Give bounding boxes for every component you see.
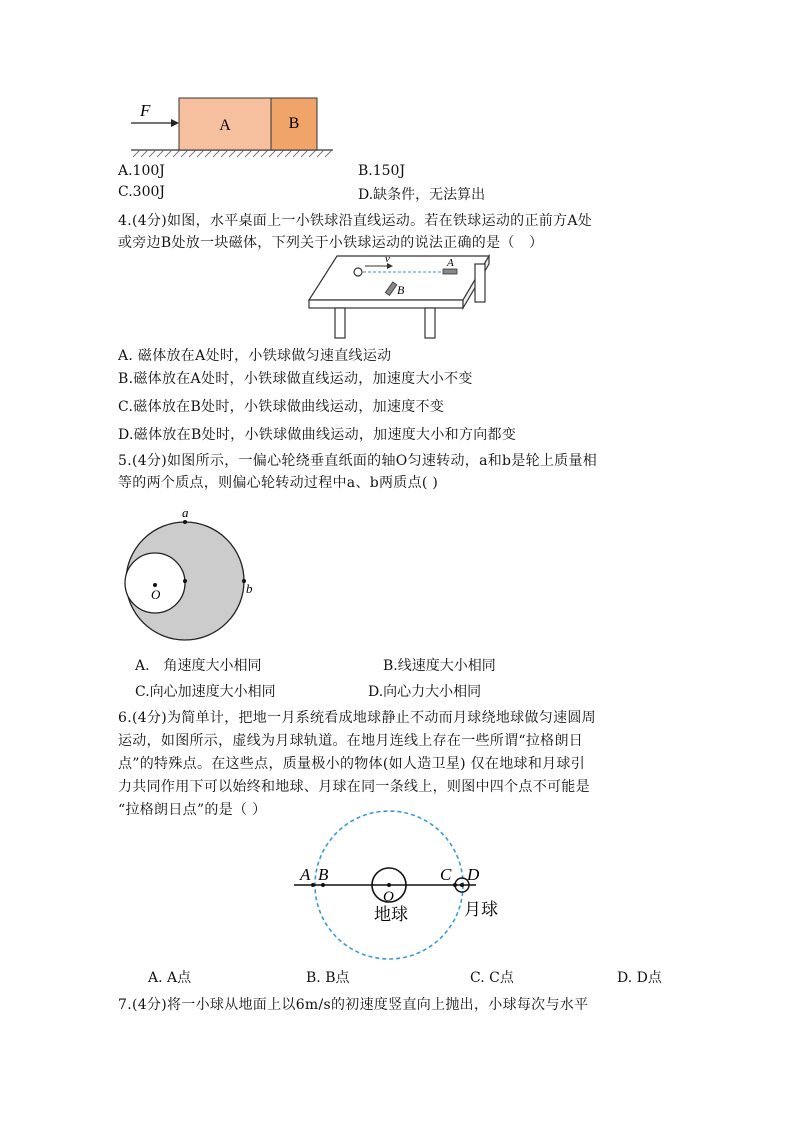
q4-leg-back-right xyxy=(475,264,485,302)
q4-point-a-label: A xyxy=(447,257,454,269)
q5-option-a: A. 角速度大小相同 xyxy=(135,658,262,674)
q6-point-c-label: C xyxy=(440,865,452,884)
q4-stem-line1: 4.(4分)如图，水平桌面上一小铁球沿直线运动。若在铁球运动的正前方A处 xyxy=(118,213,593,229)
q3-option-b: B.150J xyxy=(358,163,406,179)
q5-axis-label: O xyxy=(151,587,161,602)
q4-leg-front-right xyxy=(425,308,435,338)
q5-eccentric-wheel-figure xyxy=(118,505,268,655)
q5-stem-line2: 等的两个质点，则偏心轮转动过程中a、b两质点( ) xyxy=(118,475,439,491)
q5-point-mid-dot xyxy=(183,579,187,583)
q5-point-b-label: b xyxy=(246,581,253,596)
q4-option-c: C.磁体放在B处时，小铁球做曲线运动，加速度不变 xyxy=(118,399,445,415)
q6-earth-moon-figure xyxy=(290,812,530,972)
q5-option-b: B.线速度大小相同 xyxy=(383,658,496,674)
q4-velocity-label: v xyxy=(385,253,390,265)
q5-option-c: C.向心加速度大小相同 xyxy=(135,684,276,700)
q6-stem-line5: “拉格朗日点”的是（ ） xyxy=(118,802,267,818)
q3-force-label: F xyxy=(140,101,151,120)
q6-stem-line2: 运动，如图所示，虚线为月球轨道。在地月连线上存在一些所谓“拉格朗日 xyxy=(118,733,584,749)
q4-point-b-label: B xyxy=(397,283,405,297)
q5-point-a-label: a xyxy=(182,505,189,520)
q4-leg-front-left xyxy=(335,308,345,338)
q6-option-b: B. B点 xyxy=(306,970,350,986)
q4-magnet-a xyxy=(443,269,457,274)
q3-blocks-figure xyxy=(128,95,348,165)
q6-point-a-label: A xyxy=(300,865,311,884)
q5-stem-line1: 5.(4分)如图所示，一偏心轮绕垂直纸面的轴O匀速转动，a和b是轮上质量相 xyxy=(118,453,598,469)
q5-option-d: D.向心力大小相同 xyxy=(368,684,482,700)
q3-option-c: C.300J xyxy=(118,184,165,200)
q3-block-b-label: B xyxy=(288,115,300,132)
q5-point-a-dot xyxy=(183,520,187,524)
q3-option-a: A.100J xyxy=(118,163,165,179)
q6-point-d-label: D xyxy=(467,865,480,884)
q4-iron-ball xyxy=(354,268,362,276)
q6-earth-label: 地球 xyxy=(374,905,408,924)
q3-block-a-label: A xyxy=(219,117,231,134)
q6-moon-label: 月球 xyxy=(464,900,498,919)
q6-option-d: D. D点 xyxy=(617,970,662,986)
q6-stem-line3: 点”的特殊点。在这些点，质量极小的物体(如人造卫星) 仅在地球和月球引 xyxy=(118,756,586,772)
q7-stem-line1: 7.(4分)将一小球从地面上以6m/s的初速度竖直向上抛出，小球每次与水平 xyxy=(118,997,589,1013)
q4-table-edge xyxy=(309,300,463,308)
q4-stem-line2: 或旁边B处放一块磁体，下列关于小铁球运动的说法正确的是（ ） xyxy=(118,235,544,251)
q6-center-dot xyxy=(387,883,391,887)
q6-point-c-dot xyxy=(453,883,457,887)
q4-option-b: B.磁体放在A处时，小铁球做直线运动，加速度大小不变 xyxy=(118,371,473,387)
q4-table-figure xyxy=(305,252,495,342)
q6-stem-line1: 6.(4分)为简单计，把地一月系统看成地球静止不动而月球绕地球做匀速圆周 xyxy=(118,710,596,726)
q6-option-a: A. A点 xyxy=(148,970,192,986)
q6-option-c: C. C点 xyxy=(470,970,514,986)
q6-stem-line4: 力共同作用下可以始终和地球、月球在同一条线上，则图中四个点不可能是 xyxy=(118,779,590,795)
q6-point-b-label: B xyxy=(318,865,329,884)
q4-option-a: A. 磁体放在A处时，小铁球做匀速直线运动 xyxy=(118,348,392,364)
q6-center-label: O xyxy=(383,889,394,905)
q3-force-arrowhead xyxy=(171,119,179,127)
q6-point-d-dot xyxy=(460,883,464,887)
q3-ground-hatch xyxy=(133,150,332,157)
q4-option-d: D.磁体放在B处时，小铁球做曲线运动，加速度大小和方向都变 xyxy=(118,427,517,443)
q3-option-d: D.缺条件，无法算出 xyxy=(358,187,486,203)
q6-point-a-dot xyxy=(311,883,315,887)
